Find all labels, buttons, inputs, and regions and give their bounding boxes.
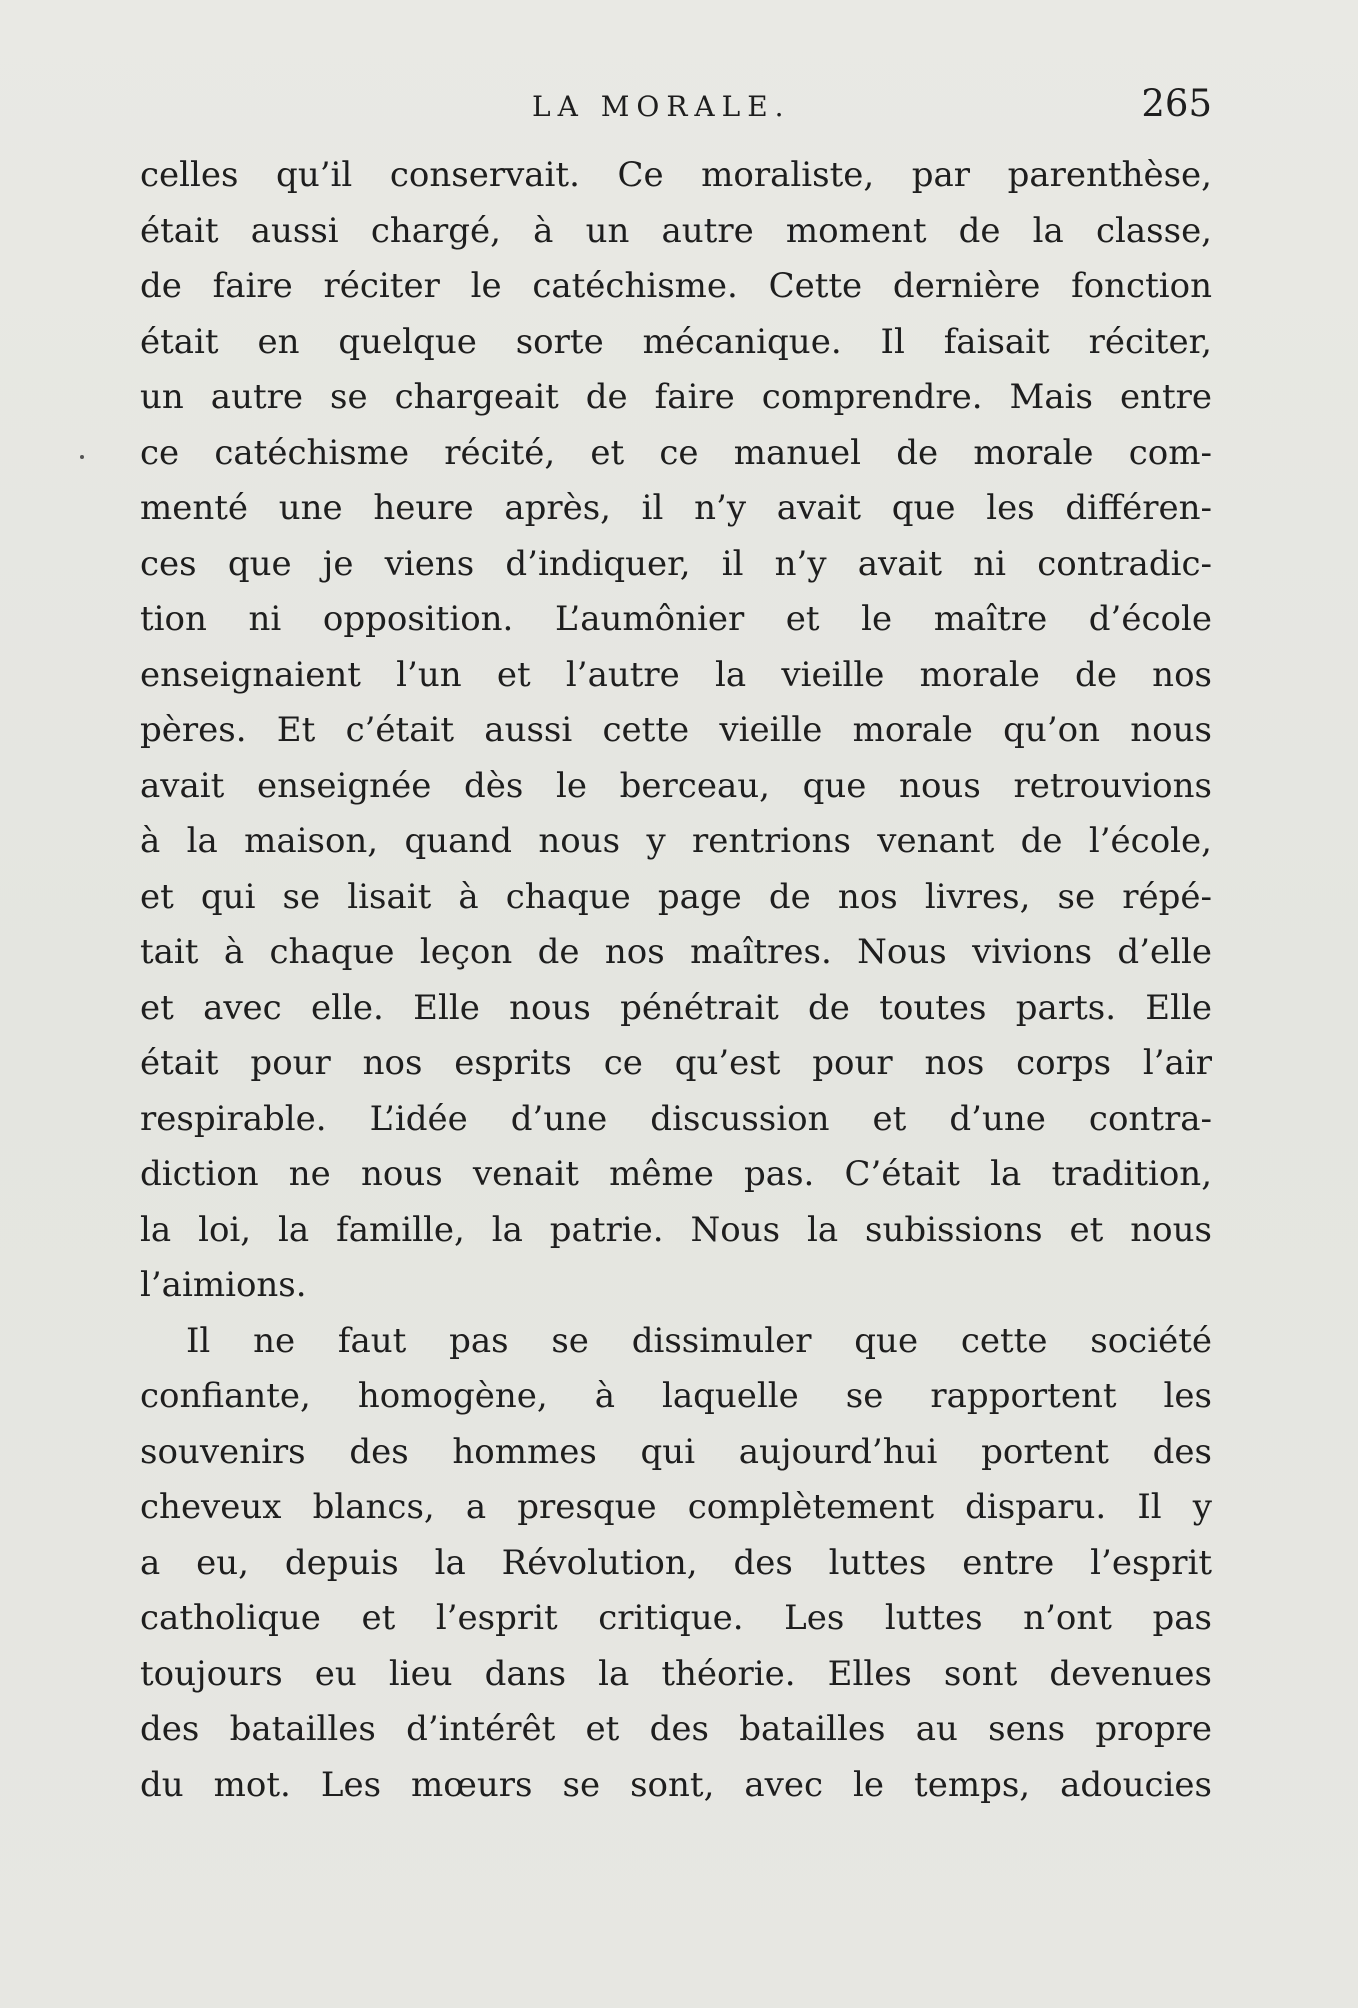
text-line: ce catéchisme récité, et ce manuel de morale com- (140, 432, 1212, 473)
text-line: toujours eu lieu dans la théorie. Elles sont devenues (140, 1653, 1212, 1694)
text-line: et qui se lisait à chaque page de nos livres, se répé- (140, 876, 1212, 917)
text-line: était aussi chargé, à un autre moment de la classe, (140, 210, 1212, 251)
text-line: celles qu’il conservait. Ce moraliste, par parenthèse, (140, 155, 1212, 195)
text-line: enseignaient l’un et l’autre la vieille morale de nos (140, 654, 1212, 695)
text-line: catholique et l’esprit critique. Les luttes n’ont pas (140, 1598, 1212, 1638)
text-line: a eu, depuis la Révolution, des luttes entre l’esprit (140, 1542, 1212, 1583)
text-line: avait enseignée dès le berceau, que nous retrouvions (140, 765, 1212, 806)
paper-speck (80, 455, 84, 459)
text-line: à la maison, quand nous y rentrions venant de l’école, (140, 821, 1212, 861)
text-line: Il ne faut pas se dissimuler que cette société (186, 1320, 1212, 1361)
text-line: diction ne nous venait même pas. C’était la tradition, (140, 1154, 1212, 1194)
text-line: tion ni opposition. L’aumônier et le maître d’école (140, 599, 1212, 639)
paragraph-2 (140, 1314, 1212, 1814)
paragraph-1 (140, 148, 1212, 1314)
text-line: respirable. L’idée d’une discussion et d’une contra- (140, 1098, 1212, 1139)
text-line: était pour nos esprits ce qu’est pour nos corps l’air (140, 1043, 1212, 1083)
text-line: tait à chaque leçon de nos maîtres. Nous vivions d’elle (140, 932, 1212, 972)
body-text (140, 148, 1212, 1813)
text-line: des batailles d’intérêt et des batailles au sens propre (140, 1709, 1212, 1749)
page-header (140, 82, 1212, 132)
text-line: pères. Et c’était aussi cette vieille morale qu’on nous (140, 710, 1212, 750)
text-line: un autre se chargeait de faire comprendre. Mais entre (140, 377, 1212, 417)
text-line: menté une heure après, il n’y avait que les différen- (140, 488, 1212, 528)
page-number: 265 (1141, 82, 1212, 125)
text-line: et avec elle. Elle nous pénétrait de toutes parts. Elle (140, 987, 1212, 1028)
text-line: de faire réciter le catéchisme. Cette dernière fonction (140, 266, 1212, 306)
text-line: était en quelque sorte mécanique. Il faisait réciter, (140, 321, 1212, 362)
text-line: souvenirs des hommes qui aujourd’hui portent des (140, 1431, 1212, 1472)
text-line: confiante, homogène, à laquelle se rapportent les (140, 1376, 1212, 1416)
text-line: ces que je viens d’indiquer, il n’y avait ni contradic- (140, 543, 1212, 584)
text-line: cheveux blancs, a presque complètement disparu. Il y (140, 1487, 1212, 1527)
text-line: du mot. Les mœurs se sont, avec le temps, adoucies (140, 1764, 1212, 1805)
running-title: LA MORALE. (532, 90, 791, 123)
text-line: l’aimions. (140, 1265, 307, 1305)
text-line: la loi, la famille, la patrie. Nous la subissions et nous (140, 1209, 1212, 1250)
